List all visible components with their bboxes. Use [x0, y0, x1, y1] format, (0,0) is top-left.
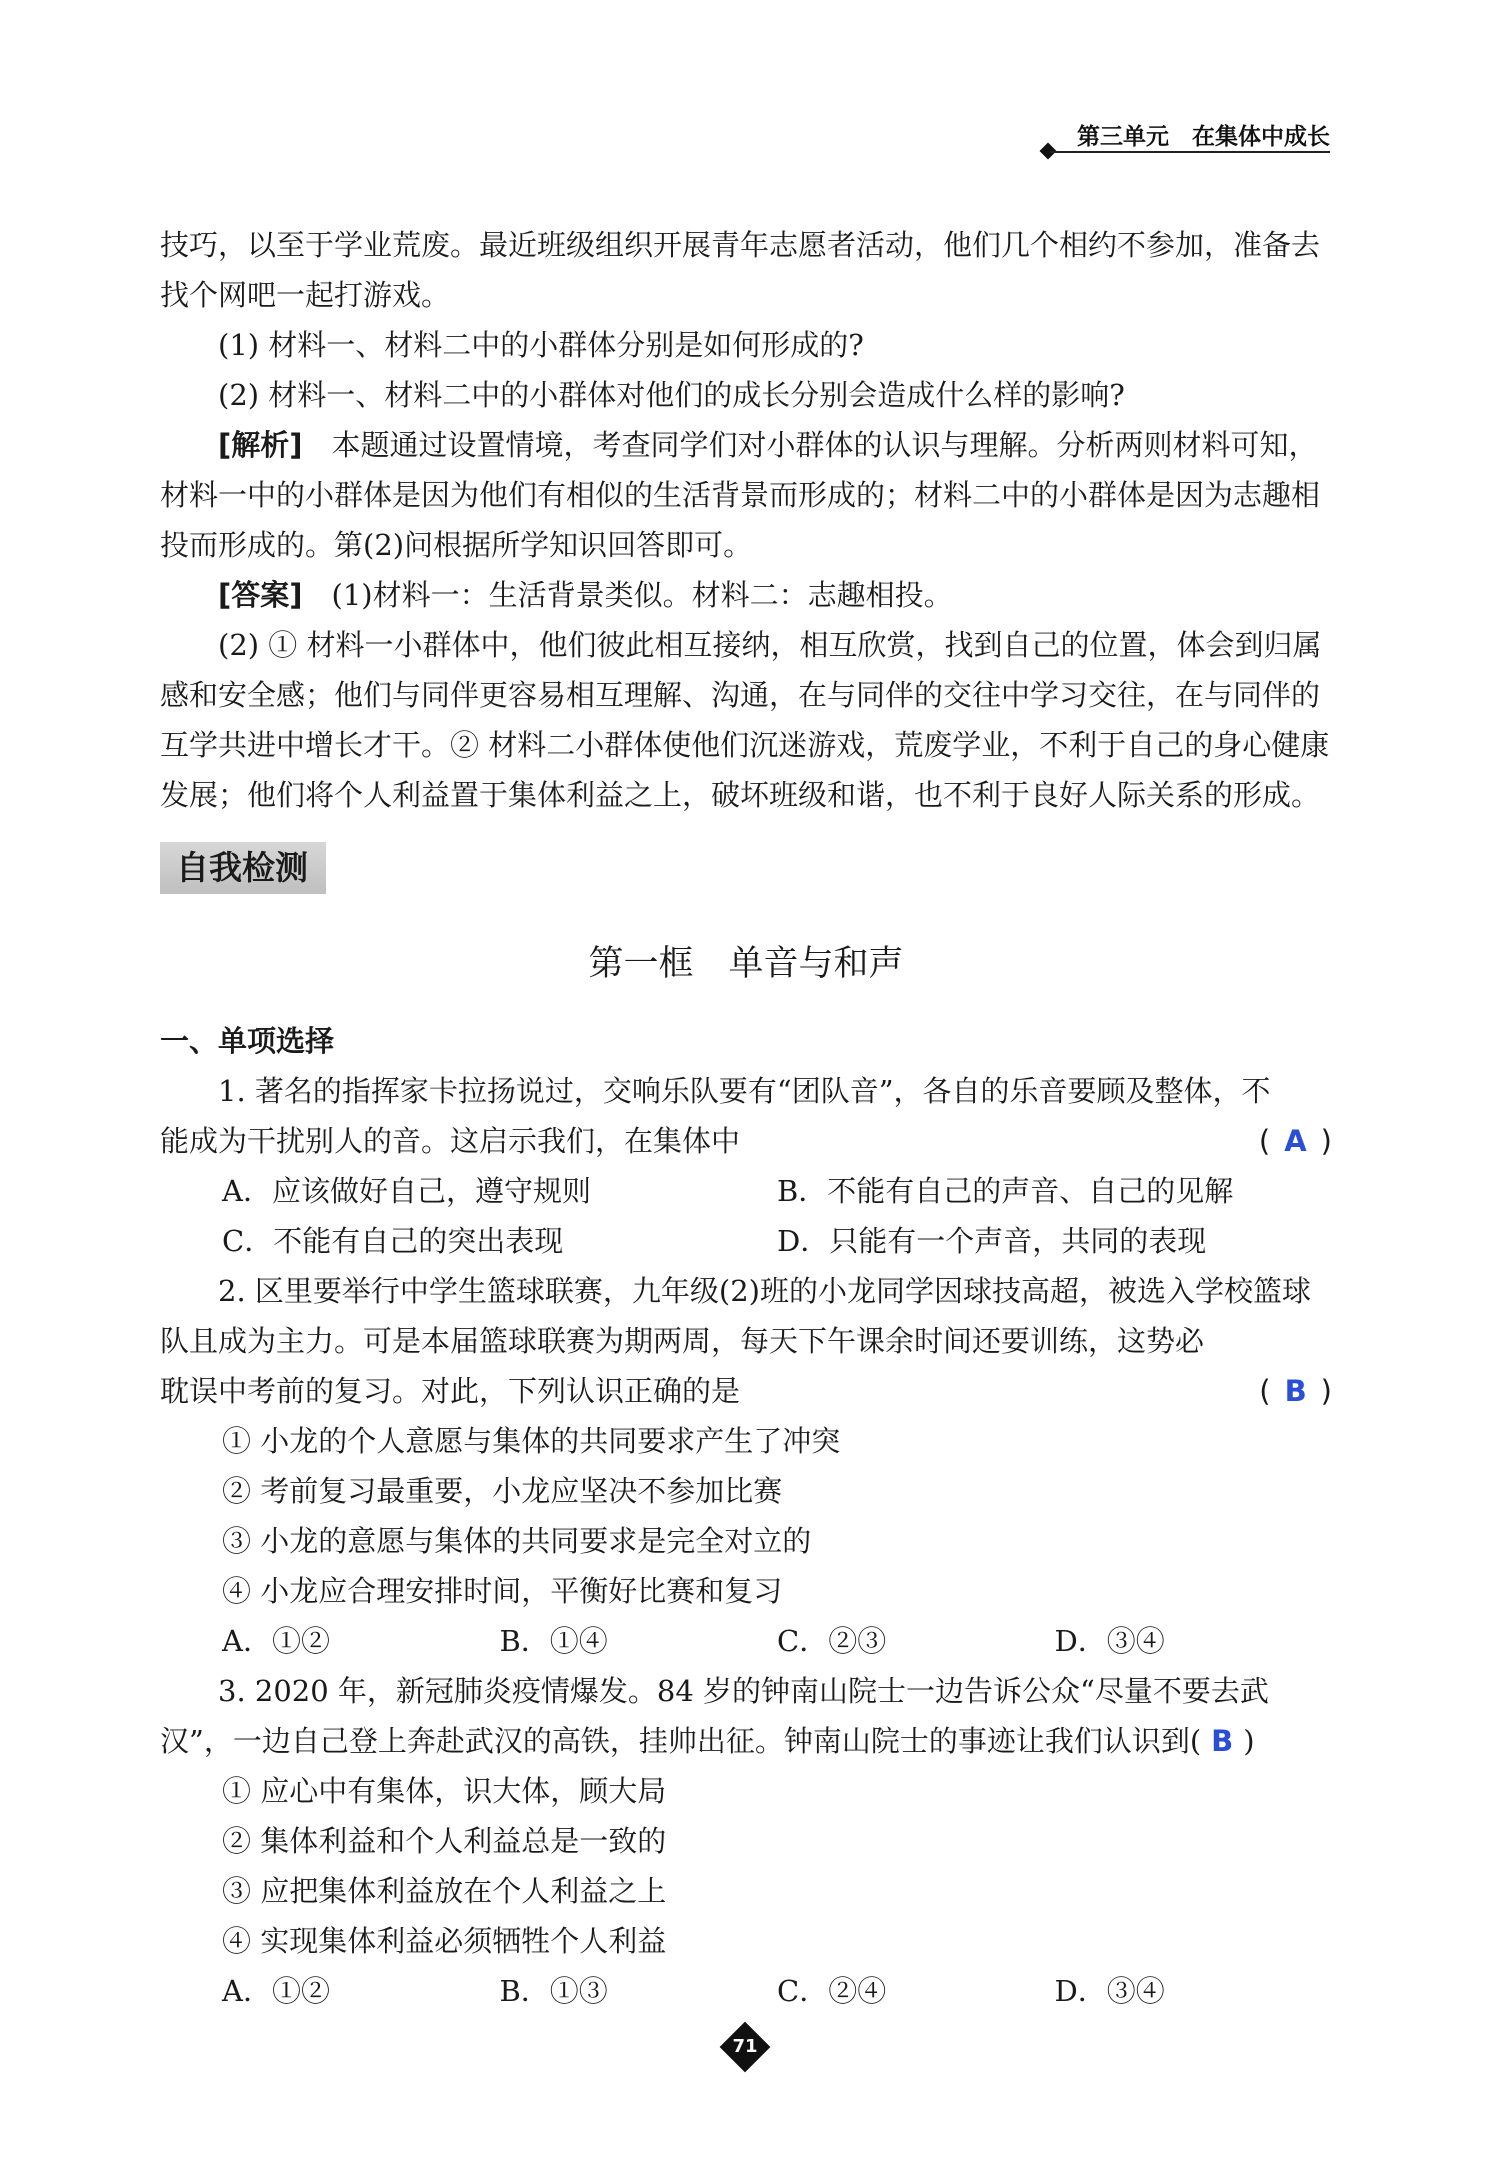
paren-close: ) — [1320, 1374, 1332, 1408]
answer-text-2: (2) ① 材料一小群体中，他们彼此相互接纳，相互欣赏，找到自己的位置，体会到归属感和安全感；他们与同伴更容易相互理解、沟通，在与同伴的交往中学习交往，在与同伴的互学共进中增长才干。② 材料二小群体使他们沉迷游戏，荒废学业，不利于自己的身心健康发展；他们将个人利益置于集体利益之上，破坏班级和谐，也不利于良好人际关系的形成。 — [160, 628, 1330, 812]
answer-tag: [答案] — [218, 578, 303, 612]
header-rule — [1050, 151, 1330, 153]
q3-statement-3: ③ 应把集体利益放在个人利益之上 — [222, 1874, 667, 1908]
q3-statement-1: ① 应心中有集体，识大体，顾大局 — [222, 1774, 667, 1808]
answer-paragraph — [160, 570, 1332, 620]
q1-options-row-1 — [160, 1166, 1332, 1216]
q2-option-c: C．②③ — [777, 1624, 887, 1658]
part-title: 一、单项选择 — [160, 1024, 335, 1058]
q2-answer — [1259, 1366, 1332, 1416]
paren-close: ) — [1243, 1724, 1255, 1758]
q1-option-b: B．不能有自己的声音、自己的见解 — [777, 1174, 1234, 1208]
q1-answer-letter: A — [1284, 1124, 1307, 1158]
q3-option-c: C．②④ — [777, 1974, 887, 2008]
q2-stem-a: 2. 区里要举行中学生篮球联赛，九年级(2)班的小龙同学因球技高超，被选入学校篮球队且成为主力。可是本届篮球联赛为期两周，每天下午课余时间还要训练，这势必 — [160, 1274, 1311, 1358]
q1-answer — [1259, 1116, 1332, 1166]
q2-answer-letter: B — [1284, 1374, 1307, 1408]
q3-option-a: A．①② — [222, 1974, 330, 2008]
q2-option-d: D．③④ — [1054, 1624, 1165, 1658]
q1-stem-b-line — [160, 1116, 1332, 1166]
answer-text-1: (1)材料一：生活背景类似。材料二：志趣相投。 — [331, 578, 953, 612]
q3-stem-a: 3. 2020 年，新冠肺炎疫情爆发。84 岁的钟南山院士一边告诉公众“尽量不要去武 — [218, 1674, 1269, 1708]
q1-options-row-2 — [160, 1216, 1332, 1266]
q3-statement-4: ④ 实现集体利益必须牺牲个人利益 — [222, 1924, 667, 1958]
unit-title: 第三单元 在集体中成长 — [1077, 124, 1330, 150]
q2-statement-2: ② 考前复习最重要，小龙应坚决不参加比赛 — [222, 1474, 783, 1508]
self-check-heading: 自我检测 — [160, 842, 326, 894]
q2-statement-3: ③ 小龙的意愿与集体的共同要求是完全对立的 — [222, 1524, 812, 1558]
q3-answer — [1190, 1724, 1255, 1758]
q2-stem-b-line — [160, 1366, 1332, 1416]
paren-open: ( — [1258, 1124, 1271, 1158]
analysis-text: 本题通过设置情境，考查同学们对小群体的认识与理解。分析两则材料可知，材料一中的小群体是因为他们有相似的生活背景而形成的；材料二中的小群体是因为志趣相投而形成的。第(2)问根据所学知识回答即可。 — [160, 428, 1321, 562]
question-2-prompt: (2) 材料一、材料二中的小群体对他们的成长分别会造成什么样的影响? — [218, 378, 1125, 412]
q3-answer-letter: B — [1211, 1724, 1234, 1758]
page-number: 71 — [732, 2036, 758, 2057]
section-title: 第一框 单音与和声 — [588, 944, 904, 984]
q1-stem-b: 能成为干扰别人的音。这启示我们，在集体中 — [160, 1124, 741, 1158]
q1-option-c: C．不能有自己的突出表现 — [222, 1224, 564, 1258]
q3-stem-b: 汉”，一边自己登上奔赴武汉的高铁，挂帅出征。钟南山院士的事迹让我们认识到 — [160, 1724, 1190, 1758]
analysis-tag: [解析] — [218, 428, 303, 462]
page-number-badge — [722, 2024, 768, 2070]
q3-option-d: D．③④ — [1054, 1974, 1165, 2008]
q2-stem-b: 耽误中考前的复习。对此，下列认识正确的是 — [160, 1374, 741, 1408]
q2-statement-4: ④ 小龙应合理安排时间，平衡好比赛和复习 — [222, 1574, 783, 1608]
question-1-prompt: (1) 材料一、材料二中的小群体分别是如何形成的? — [218, 328, 864, 362]
q1-stem-a: 1. 著名的指挥家卡拉扬说过，交响乐队要有“团队音”，各自的乐音要顾及整体，不 — [218, 1074, 1271, 1108]
q3-statement-2: ② 集体利益和个人利益总是一致的 — [222, 1824, 667, 1858]
q3-options — [160, 1966, 1332, 2016]
paren-open: ( — [1189, 1724, 1202, 1758]
paren-close: ) — [1320, 1124, 1332, 1158]
page-content — [160, 220, 1332, 2016]
q3-stem-b-line — [160, 1716, 1332, 1766]
running-header — [1040, 118, 1330, 152]
analysis-paragraph — [160, 420, 1332, 570]
q2-option-a: A．①② — [222, 1624, 330, 1658]
q3-option-b: B．①③ — [499, 1974, 608, 2008]
paren-open: ( — [1259, 1374, 1271, 1408]
q2-statement-1: ① 小龙的个人意愿与集体的共同要求产生了冲突 — [222, 1424, 841, 1458]
intro-continuation: 技巧，以至于学业荒废。最近班级组织开展青年志愿者活动，他们几个相约不参加，准备去找个网吧一起打游戏。 — [160, 228, 1321, 312]
q1-option-a: A．应该做好自己，遵守规则 — [222, 1174, 591, 1208]
q2-option-b: B．①④ — [499, 1624, 608, 1658]
q2-options — [160, 1616, 1332, 1666]
q1-option-d: D．只能有一个声音，共同的表现 — [777, 1224, 1207, 1258]
